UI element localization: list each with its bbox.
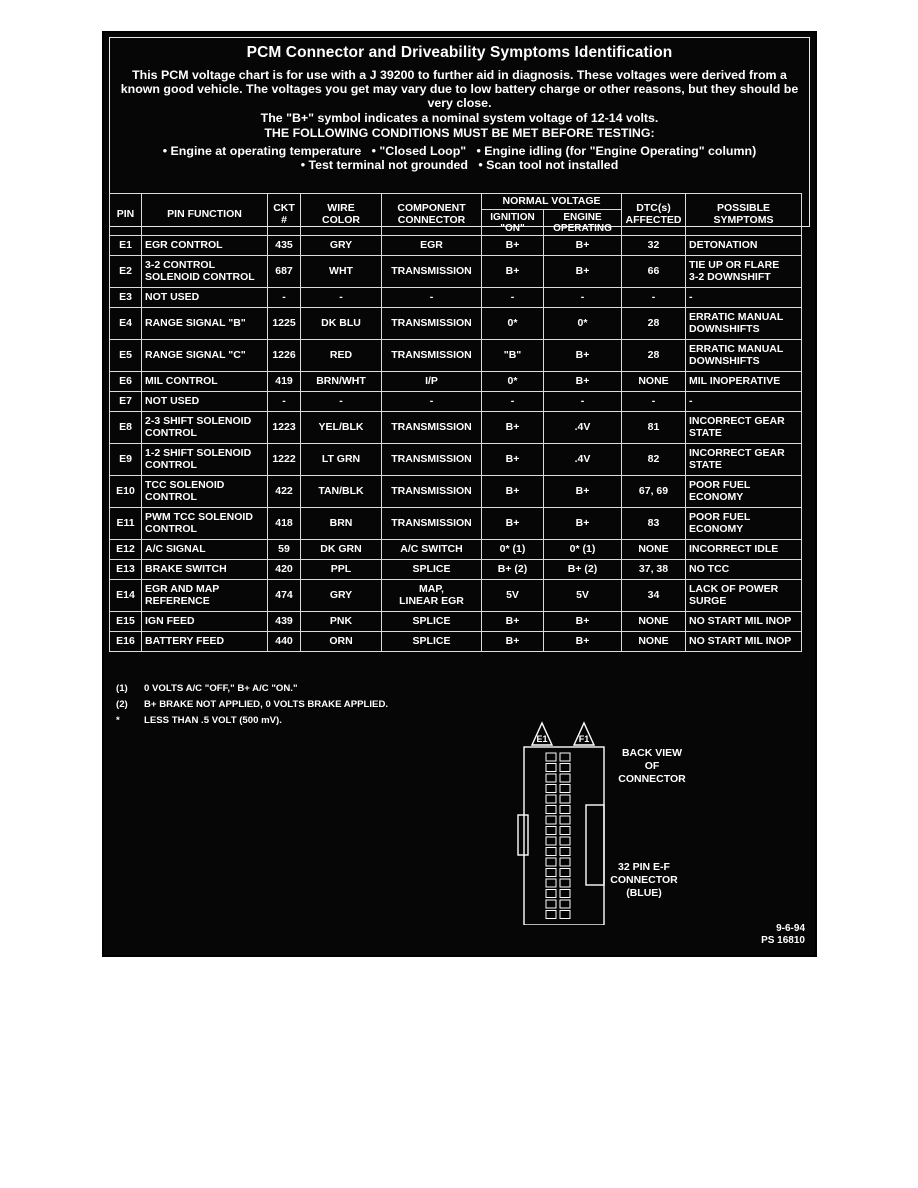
- cell-wire-color: -: [301, 392, 382, 412]
- cell-dtc: 34: [622, 580, 686, 612]
- cell-pin-function: 1-2 SHIFT SOLENOID CONTROL: [142, 444, 268, 476]
- cell-dtc: NONE: [622, 372, 686, 392]
- condition-item: • Engine at operating temperature: [162, 144, 362, 158]
- cell-engine-operating: B+: [544, 632, 622, 652]
- connector-pin: [546, 816, 556, 824]
- cell-pin: E5: [110, 340, 142, 372]
- connector-pin: [560, 764, 570, 772]
- cell-component: SPLICE: [382, 560, 482, 580]
- cell-pin: E6: [110, 372, 142, 392]
- cell-symptoms: POOR FUEL ECONOMY: [686, 476, 802, 508]
- pin-voltage-table: [109, 193, 802, 652]
- cell-dtc: 82: [622, 444, 686, 476]
- cell-dtc: 28: [622, 308, 686, 340]
- cell-component: TRANSMISSION: [382, 256, 482, 288]
- cell-component: SPLICE: [382, 612, 482, 632]
- cell-ignition-on: B+: [482, 632, 544, 652]
- cell-pin: E4: [110, 308, 142, 340]
- cell-component: TRANSMISSION: [382, 308, 482, 340]
- b-plus-note: The "B+" symbol indicates a nominal system voltage of 12-14 volts.: [260, 111, 659, 125]
- cell-engine-operating: B+: [544, 612, 622, 632]
- footnote: (1) 0 VOLTS A/C "OFF," B+ A/C "ON.": [116, 683, 298, 694]
- header-engine-operating: ENGINE OPERATING: [544, 210, 622, 236]
- cell-ignition-on: 0*: [482, 308, 544, 340]
- cell-pin-function: IGN FEED: [142, 612, 268, 632]
- cell-ignition-on: B+: [482, 612, 544, 632]
- connector-pin: [560, 911, 570, 919]
- cell-pin: E8: [110, 412, 142, 444]
- condition-item: • Scan tool not installed: [478, 158, 619, 172]
- cell-pin: E12: [110, 540, 142, 560]
- connector-pin: [560, 848, 570, 856]
- cell-pin-function: NOT USED: [142, 392, 268, 412]
- cell-ignition-on: 0* (1): [482, 540, 544, 560]
- connector-pin: [560, 827, 570, 835]
- cell-component: SPLICE: [382, 632, 482, 652]
- cell-pin-function: BATTERY FEED: [142, 632, 268, 652]
- cell-component: TRANSMISSION: [382, 340, 482, 372]
- cell-ignition-on: 5V: [482, 580, 544, 612]
- cell-component: -: [382, 392, 482, 412]
- cell-ckt: 420: [268, 560, 301, 580]
- footnote: (2) B+ BRAKE NOT APPLIED, 0 VOLTS BRAKE APPLIED.: [116, 699, 389, 710]
- header-pin: PIN: [110, 194, 142, 236]
- cell-wire-color: YEL/BLK: [301, 412, 382, 444]
- cell-ckt: -: [268, 392, 301, 412]
- cell-engine-operating: .4V: [544, 444, 622, 476]
- table-row: [110, 372, 802, 392]
- conditions-row: [110, 158, 809, 172]
- table-row: [110, 412, 802, 444]
- cell-engine-operating: .4V: [544, 412, 622, 444]
- cell-dtc: 81: [622, 412, 686, 444]
- connector-pin: [560, 753, 570, 761]
- table-row: [110, 540, 802, 560]
- cell-dtc: 67, 69: [622, 476, 686, 508]
- header-normal-voltage: NORMAL VOLTAGE: [482, 194, 622, 210]
- cell-engine-operating: -: [544, 392, 622, 412]
- header-ckt: CKT #: [268, 194, 301, 236]
- table-row: [110, 392, 802, 412]
- table-row: [110, 288, 802, 308]
- cell-engine-operating: B+: [544, 372, 622, 392]
- connector-pin: [546, 900, 556, 908]
- cell-pin: E13: [110, 560, 142, 580]
- cell-wire-color: GRY: [301, 236, 382, 256]
- connector-pin: [546, 774, 556, 782]
- cell-ckt: 422: [268, 476, 301, 508]
- cell-ignition-on: B+ (2): [482, 560, 544, 580]
- back-view-label: BACK VIEW OF CONNECTOR: [618, 747, 686, 785]
- connector-pin: [546, 848, 556, 856]
- cell-ckt: 418: [268, 508, 301, 540]
- document-id: 9-6-94 PS 16810: [761, 923, 805, 946]
- cell-component: TRANSMISSION: [382, 412, 482, 444]
- cell-ignition-on: -: [482, 288, 544, 308]
- cell-dtc: NONE: [622, 612, 686, 632]
- header-ignition-on: IGNITION "ON": [482, 210, 544, 236]
- connector-pin: [560, 900, 570, 908]
- connector-pin: [560, 837, 570, 845]
- cell-symptoms: NO TCC: [686, 560, 802, 580]
- cell-component: A/C SWITCH: [382, 540, 482, 560]
- cell-pin-function: A/C SIGNAL: [142, 540, 268, 560]
- cell-component: TRANSMISSION: [382, 476, 482, 508]
- cell-symptoms: MIL INOPERATIVE: [686, 372, 802, 392]
- cell-ignition-on: B+: [482, 444, 544, 476]
- cell-pin-function: NOT USED: [142, 288, 268, 308]
- cell-dtc: 28: [622, 340, 686, 372]
- cell-wire-color: RED: [301, 340, 382, 372]
- connector-pin: [560, 795, 570, 803]
- cell-ignition-on: B+: [482, 476, 544, 508]
- conditions-heading: THE FOLLOWING CONDITIONS MUST BE MET BEFORE TESTING:: [264, 126, 655, 140]
- cell-ignition-on: "B": [482, 340, 544, 372]
- cell-symptoms: INCORRECT IDLE: [686, 540, 802, 560]
- table-row: [110, 340, 802, 372]
- cell-engine-operating: B+: [544, 256, 622, 288]
- cell-dtc: 66: [622, 256, 686, 288]
- table-row: [110, 632, 802, 652]
- table-row: [110, 308, 802, 340]
- cell-wire-color: PNK: [301, 612, 382, 632]
- cell-pin: E2: [110, 256, 142, 288]
- intro-paragraph: This PCM voltage chart is for use with a J 39200 to further aid in diagnosis. These voltages were derived from a known good vehicle. The voltages you get may vary due to low battery charge or other reasons, but they should be very close.: [120, 68, 799, 110]
- cell-symptoms: ERRATIC MANUAL DOWNSHIFTS: [686, 308, 802, 340]
- connector-pin: [560, 774, 570, 782]
- cell-ignition-on: B+: [482, 412, 544, 444]
- cell-dtc: -: [622, 288, 686, 308]
- cell-ignition-on: 0*: [482, 372, 544, 392]
- cell-wire-color: PPL: [301, 560, 382, 580]
- cell-wire-color: TAN/BLK: [301, 476, 382, 508]
- table-row: [110, 444, 802, 476]
- cell-pin-function: EGR AND MAP REFERENCE: [142, 580, 268, 612]
- page-title: PCM Connector and Driveability Symptoms Identification: [246, 44, 673, 61]
- header-dtc: DTC(s) AFFECTED: [622, 194, 686, 236]
- cell-wire-color: -: [301, 288, 382, 308]
- cell-ckt: 440: [268, 632, 301, 652]
- cell-symptoms: INCORRECT GEAR STATE: [686, 444, 802, 476]
- cell-pin-function: 3-2 CONTROL SOLENOID CONTROL: [142, 256, 268, 288]
- cell-pin-function: MIL CONTROL: [142, 372, 268, 392]
- cell-symptoms: POOR FUEL ECONOMY: [686, 508, 802, 540]
- table-row: [110, 580, 802, 612]
- cell-component: TRANSMISSION: [382, 444, 482, 476]
- connector-pin: [546, 890, 556, 898]
- cell-pin-function: PWM TCC SOLENOID CONTROL: [142, 508, 268, 540]
- cell-engine-operating: B+: [544, 508, 622, 540]
- connector-pin: [546, 827, 556, 835]
- cell-symptoms: NO START MIL INOP: [686, 612, 802, 632]
- cell-ckt: 59: [268, 540, 301, 560]
- cell-wire-color: BRN: [301, 508, 382, 540]
- connector-pin: [560, 858, 570, 866]
- connector-pin: [546, 837, 556, 845]
- conditions-row: [110, 144, 809, 158]
- cell-pin-function: RANGE SIGNAL "C": [142, 340, 268, 372]
- cell-ckt: -: [268, 288, 301, 308]
- connector-pin: [546, 795, 556, 803]
- cell-engine-operating: 0*: [544, 308, 622, 340]
- header-symptoms: POSSIBLE SYMPTOMS: [686, 194, 802, 236]
- cell-component: EGR: [382, 236, 482, 256]
- header-component-connector: COMPONENT CONNECTOR: [382, 194, 482, 236]
- cell-ckt: 687: [268, 256, 301, 288]
- table-row: [110, 560, 802, 580]
- table-body: [110, 236, 802, 652]
- cell-dtc: NONE: [622, 540, 686, 560]
- cell-wire-color: WHT: [301, 256, 382, 288]
- connector-pin: [546, 806, 556, 814]
- cell-pin: E15: [110, 612, 142, 632]
- cell-pin-function: BRAKE SWITCH: [142, 560, 268, 580]
- cell-ckt: 474: [268, 580, 301, 612]
- cell-symptoms: ERRATIC MANUAL DOWNSHIFTS: [686, 340, 802, 372]
- cell-dtc: NONE: [622, 632, 686, 652]
- condition-item: • "Closed Loop": [371, 144, 467, 158]
- cell-pin: E9: [110, 444, 142, 476]
- cell-pin-function: EGR CONTROL: [142, 236, 268, 256]
- header-wire-color: WIRE COLOR: [301, 194, 382, 236]
- cell-component: -: [382, 288, 482, 308]
- cell-component: MAP, LINEAR EGR: [382, 580, 482, 612]
- cell-engine-operating: B+: [544, 340, 622, 372]
- cell-ckt: 435: [268, 236, 301, 256]
- cell-ckt: 439: [268, 612, 301, 632]
- cell-wire-color: GRY: [301, 580, 382, 612]
- connector-pin: [560, 890, 570, 898]
- cell-ckt: 419: [268, 372, 301, 392]
- header-pin-function: PIN FUNCTION: [142, 194, 268, 236]
- cell-ignition-on: B+: [482, 236, 544, 256]
- cell-component: TRANSMISSION: [382, 508, 482, 540]
- connector-pin: [546, 869, 556, 877]
- connector-pin: [546, 858, 556, 866]
- table-row: [110, 256, 802, 288]
- connector-pin: [560, 806, 570, 814]
- cell-ckt: 1225: [268, 308, 301, 340]
- cell-symptoms: -: [686, 392, 802, 412]
- cell-ignition-on: B+: [482, 256, 544, 288]
- cell-pin-function: 2-3 SHIFT SOLENOID CONTROL: [142, 412, 268, 444]
- svg-text:F1: F1: [578, 734, 590, 744]
- cell-wire-color: DK GRN: [301, 540, 382, 560]
- connector-pin: [560, 785, 570, 793]
- cell-ignition-on: -: [482, 392, 544, 412]
- connector-description: 32 PIN E-F CONNECTOR (BLUE): [610, 861, 678, 899]
- svg-text:E1: E1: [536, 734, 548, 744]
- cell-pin: E16: [110, 632, 142, 652]
- cell-engine-operating: 0* (1): [544, 540, 622, 560]
- cell-engine-operating: -: [544, 288, 622, 308]
- cell-engine-operating: B+: [544, 236, 622, 256]
- cell-wire-color: LT GRN: [301, 444, 382, 476]
- connector-pin: [560, 816, 570, 824]
- connector-pin: [546, 785, 556, 793]
- cell-pin: E11: [110, 508, 142, 540]
- cell-dtc: 32: [622, 236, 686, 256]
- table-row: [110, 508, 802, 540]
- cell-symptoms: INCORRECT GEAR STATE: [686, 412, 802, 444]
- cell-dtc: 37, 38: [622, 560, 686, 580]
- cell-pin-function: TCC SOLENOID CONTROL: [142, 476, 268, 508]
- pcm-chart-sheet: [102, 31, 817, 957]
- condition-item: • Engine idling (for "Engine Operating" column): [476, 144, 757, 158]
- cell-dtc: -: [622, 392, 686, 412]
- table-row: [110, 476, 802, 508]
- cell-symptoms: DETONATION: [686, 236, 802, 256]
- cell-ckt: 1226: [268, 340, 301, 372]
- cell-engine-operating: B+: [544, 476, 622, 508]
- cell-dtc: 83: [622, 508, 686, 540]
- cell-wire-color: DK BLU: [301, 308, 382, 340]
- table-row: [110, 236, 802, 256]
- cell-engine-operating: 5V: [544, 580, 622, 612]
- connector-pin: [560, 869, 570, 877]
- cell-ignition-on: B+: [482, 508, 544, 540]
- connector-pin: [546, 764, 556, 772]
- cell-symptoms: LACK OF POWER SURGE: [686, 580, 802, 612]
- cell-pin: E10: [110, 476, 142, 508]
- cell-pin: E3: [110, 288, 142, 308]
- cell-symptoms: TIE UP OR FLARE 3-2 DOWNSHIFT: [686, 256, 802, 288]
- cell-pin-function: RANGE SIGNAL "B": [142, 308, 268, 340]
- cell-ckt: 1223: [268, 412, 301, 444]
- condition-item: • Test terminal not grounded: [300, 158, 468, 172]
- footnote: * LESS THAN .5 VOLT (500 mV).: [116, 715, 282, 726]
- cell-pin: E14: [110, 580, 142, 612]
- cell-pin: E1: [110, 236, 142, 256]
- connector-pin: [546, 911, 556, 919]
- connector-pin: [546, 879, 556, 887]
- cell-component: I/P: [382, 372, 482, 392]
- cell-wire-color: ORN: [301, 632, 382, 652]
- cell-wire-color: BRN/WHT: [301, 372, 382, 392]
- cell-pin: E7: [110, 392, 142, 412]
- connector-pin: [546, 753, 556, 761]
- cell-engine-operating: B+ (2): [544, 560, 622, 580]
- cell-ckt: 1222: [268, 444, 301, 476]
- table-row: [110, 612, 802, 632]
- footnotes: [116, 681, 388, 729]
- cell-symptoms: NO START MIL INOP: [686, 632, 802, 652]
- cell-symptoms: -: [686, 288, 802, 308]
- connector-pin: [560, 879, 570, 887]
